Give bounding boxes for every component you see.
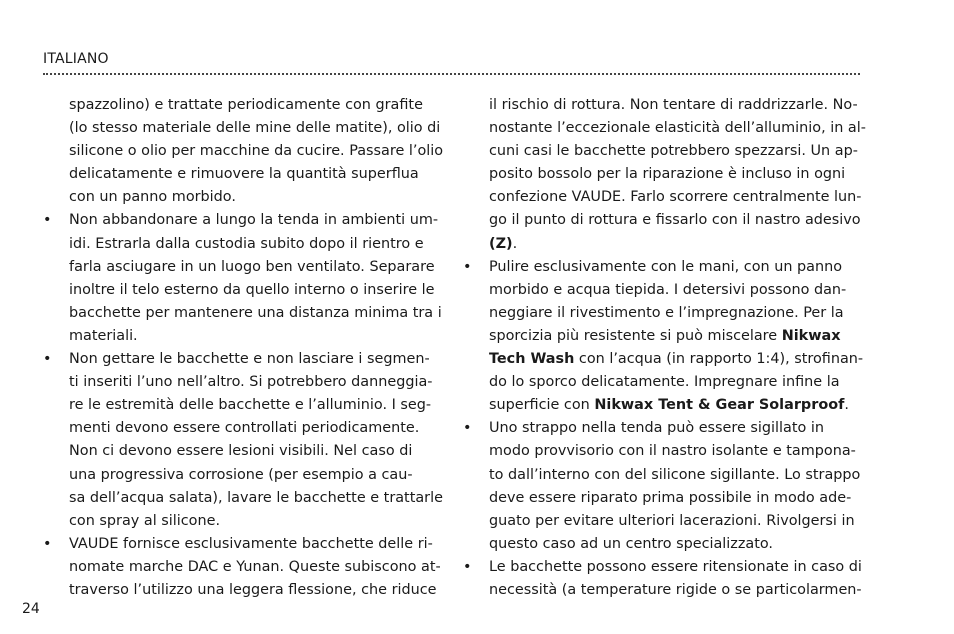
text-segment: .	[512, 235, 518, 252]
text-segment: idi. Estrarla dalla custodia subito dopo il rientro e	[69, 235, 424, 252]
text-line	[43, 556, 441, 579]
text-line	[43, 163, 438, 186]
text-line	[463, 440, 863, 463]
text-line	[463, 279, 863, 302]
text-segment: bacchette per mantenere una distanza minima tra i	[69, 304, 442, 321]
text-segment: nomate marche DAC e Yunan. Queste subiscono at-	[69, 558, 441, 575]
bold-product-text: Nikwax	[781, 327, 841, 344]
text-segment: sporcizia più resistente si può miscelare	[489, 327, 782, 344]
text-line	[43, 579, 438, 602]
text-line	[463, 487, 863, 510]
text-segment: deve essere riparato prima possibile in modo ade-	[489, 489, 852, 506]
text-segment: farla asciugare in un luogo ben ventilato. Separare	[69, 258, 435, 275]
text-segment: morbido e acqua tiepida. I detersivi possono dan-	[489, 281, 847, 298]
text-segment: necessità (a temperature rigide o se particolarmen-	[489, 581, 862, 598]
text-line	[463, 256, 863, 279]
text-segment: modo provvisorio con il nastro isolante e tampona-	[489, 443, 856, 460]
bullet-icon: •	[463, 558, 472, 575]
text-segment: Pulire esclusivamente con le mani, con un panno	[489, 258, 843, 275]
text-segment: traverso l’utilizzo una leggera flessione, che riduce	[69, 581, 437, 598]
bullet-icon: •	[43, 212, 52, 229]
text-line	[43, 94, 438, 117]
section-language-label: ITALIANO	[43, 51, 109, 67]
text-segment: materiali.	[69, 327, 138, 344]
text-line	[463, 533, 863, 556]
text-line	[43, 256, 438, 279]
text-segment: Non ci devono essere lesioni visibili. Nel caso di	[69, 443, 413, 460]
text-line	[463, 556, 863, 579]
text-line	[463, 302, 863, 325]
text-line	[43, 440, 438, 463]
text-line	[463, 209, 863, 232]
text-segment: re le estremità delle bacchette e l’alluminio. I seg-	[69, 397, 432, 414]
text-line	[43, 186, 438, 209]
text-line	[43, 487, 443, 510]
text-segment: superficie con	[489, 397, 595, 414]
text-line	[463, 579, 863, 602]
text-line	[43, 117, 441, 140]
text-segment: neggiare il rivestimento e l’impregnazione. Per la	[489, 304, 844, 321]
text-segment: Uno strappo nella tenda può essere sigillato in	[489, 420, 825, 437]
text-line	[463, 394, 863, 417]
bullet-icon: •	[43, 535, 52, 552]
text-segment: ti inseriti l’uno nell’altro. Si potrebbero danneggia-	[69, 374, 433, 391]
text-segment: una progressiva corrosione (per esempio a cau-	[69, 466, 413, 483]
text-line	[43, 417, 438, 440]
text-segment: go il punto di rottura e fissarlo con il nastro adesivo	[489, 212, 861, 229]
text-line	[43, 394, 438, 417]
text-segment: Non gettare le bacchette e non lasciare i segmen-	[69, 351, 430, 368]
text-line	[463, 510, 863, 533]
text-segment: do lo sporco delicatamente. Impregnare infine la	[489, 374, 840, 391]
text-segment: menti devono essere controllati periodicamente.	[69, 420, 420, 437]
text-line	[43, 348, 438, 371]
text-segment: inoltre il telo esterno da quello interno o inserire le	[69, 281, 435, 298]
bullet-icon: •	[43, 351, 52, 368]
text-segment: cuni casi le bacchette potrebbero spezzarsi. Un ap-	[489, 143, 858, 160]
text-segment: con un panno morbido.	[69, 189, 236, 206]
text-line	[43, 140, 444, 163]
text-line	[43, 279, 438, 302]
text-line	[463, 186, 863, 209]
text-segment: il rischio di rottura. Non tentare di raddrizzarle. No-	[489, 97, 858, 113]
text-line	[463, 163, 863, 186]
text-segment: questo caso ad un centro specializzato.	[489, 535, 773, 552]
text-line	[463, 94, 863, 117]
dotted-divider	[43, 73, 860, 75]
text-line	[463, 464, 863, 487]
text-line	[463, 348, 863, 371]
page-number: 24	[22, 601, 40, 617]
bullet-icon: •	[463, 258, 472, 275]
text-line	[463, 140, 863, 163]
text-segment: posito bossolo per la riparazione è incluso in ogni	[489, 166, 846, 183]
text-line	[43, 533, 438, 556]
text-segment: con l’acqua (in rapporto 1:4), strofinan-	[574, 351, 864, 368]
text-line	[463, 325, 863, 348]
text-segment: silicone o olio per macchine da cucire. Passare l’olio	[69, 143, 444, 160]
text-segment: confezione VAUDE. Farlo scorrere centralmente lun-	[489, 189, 862, 206]
bold-product-text: (Z)	[489, 235, 513, 252]
text-segment: (lo stesso materiale delle mine delle matite), olio di	[69, 120, 441, 137]
bold-product-text: Nikwax Tent & Gear Solarproof	[594, 397, 845, 414]
text-line	[463, 417, 863, 440]
text-segment: spazzolino) e trattate periodicamente con grafite	[69, 97, 423, 113]
text-segment: guato per evitare ulteriori lacerazioni. Rivolgersi in	[489, 512, 855, 529]
text-segment: sa dell’acqua salata), lavare le bacchette e trattarle	[69, 489, 443, 506]
text-line	[43, 325, 438, 348]
text-segment: .	[844, 397, 849, 414]
text-line	[43, 209, 438, 232]
text-line	[43, 464, 438, 487]
text-line	[43, 233, 438, 256]
text-segment: to dall’interno con del silicone sigillante. Lo strappo	[489, 466, 861, 483]
text-line	[463, 233, 863, 256]
text-segment: VAUDE fornisce esclusivamente bacchette delle ri-	[69, 535, 433, 552]
left-text-column	[43, 94, 444, 602]
text-segment: Le bacchette possono essere ritensionate in caso di	[489, 558, 862, 575]
bullet-icon: •	[463, 420, 472, 437]
text-segment: Non abbandonare a lungo la tenda in ambienti um-	[69, 212, 439, 229]
text-line	[463, 371, 863, 394]
text-line	[43, 302, 442, 325]
text-line	[43, 510, 438, 533]
bold-product-text: Tech Wash	[489, 351, 575, 368]
text-line	[463, 117, 866, 140]
text-segment: delicatamente e rimuovere la quantità superflua	[69, 166, 419, 183]
text-line	[43, 371, 438, 394]
text-segment: con spray al silicone.	[69, 512, 221, 529]
right-text-column	[463, 94, 866, 602]
text-segment: nostante l’eccezionale elasticità dell’alluminio, in al-	[489, 120, 866, 137]
